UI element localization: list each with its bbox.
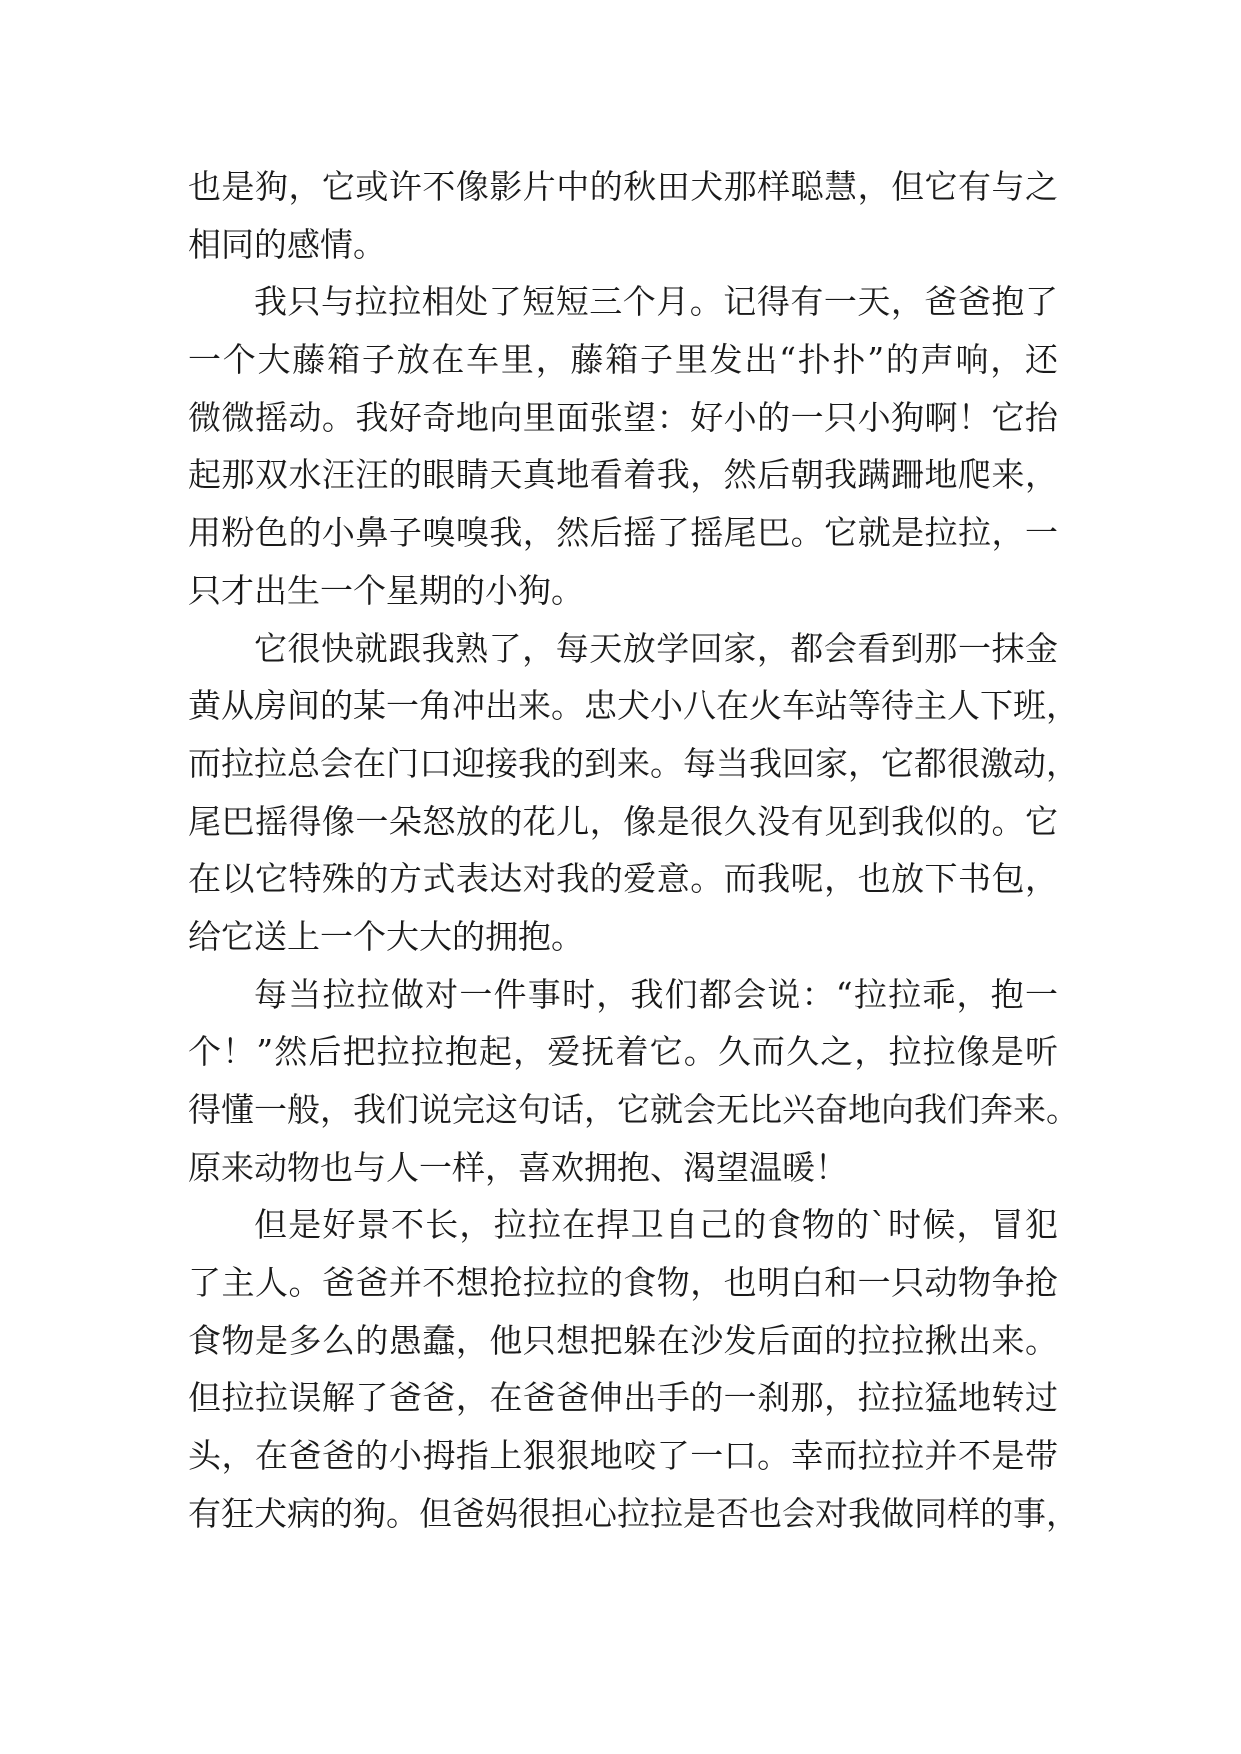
text-line: 相同的感情。 — [188, 224, 386, 264]
paragraph-first-line: 每当拉拉做对一件事时，我们都会说：“拉拉乖，抱一 — [254, 974, 1058, 1014]
text-line: 有狂犬病的狗。但爸妈很担心拉拉是否也会对我做同样的事， — [188, 1493, 1079, 1533]
text-line: 微微摇动。我好奇地向里面张望：好小的一只小狗啊！它抬 — [188, 397, 1058, 437]
paragraph-first-line: 但是好景不长，拉拉在捍卫自己的食物的`时候，冒犯 — [254, 1205, 1058, 1245]
document-body — [188, 158, 1079, 1543]
text-line: 给它送上一个大大的拥抱。 — [188, 916, 584, 956]
text-line: 了主人。爸爸并不想抢拉拉的食物，也明白和一只动物争抢 — [188, 1263, 1058, 1303]
text-line: 尾巴摇得像一朵怒放的花儿，像是很久没有见到我似的。它 — [188, 801, 1058, 841]
text-line: 而拉拉总会在门口迎接我的到来。每当我回家，它都很激动， — [188, 743, 1079, 783]
text-line: 食物是多么的愚蠢，他只想把躲在沙发后面的拉拉揪出来。 — [188, 1320, 1058, 1360]
paragraph-first-line: 我只与拉拉相处了短短三个月。记得有一天，爸爸抱了 — [254, 282, 1058, 322]
text-line: 黄从房间的某一角冲出来。忠犬小八在火车站等待主人下班， — [188, 686, 1079, 726]
text-line: 也是狗，它或许不像影片中的秋田犬那样聪慧，但它有与之 — [188, 167, 1058, 206]
text-line: 个！”然后把拉拉抱起，爱抚着它。久而久之，拉拉像是听 — [188, 1032, 1058, 1072]
text-line: 在以它特殊的方式表达对我的爱意。而我呢，也放下书包， — [188, 859, 1058, 899]
text-line: 用粉色的小鼻子嗅嗅我，然后摇了摇尾巴。它就是拉拉，一 — [188, 513, 1058, 553]
text-line: 但拉拉误解了爸爸，在爸爸伸出手的一刹那，拉拉猛地转过 — [188, 1378, 1058, 1418]
text-line: 得懂一般，我们说完这句话，它就会无比兴奋地向我们奔来。 — [188, 1090, 1079, 1129]
text-line: 一个大藤箱子放在车里，藤箱子里发出“扑扑”的声响，还 — [188, 340, 1058, 380]
paragraph-first-line: 它很快就跟我熟了，每天放学回家，都会看到那一抹金 — [254, 628, 1058, 668]
text-line: 头，在爸爸的小拇指上狠狠地咬了一口。幸而拉拉并不是带 — [188, 1436, 1058, 1476]
text-line: 起那双水汪汪的眼睛天真地看着我，然后朝我蹒跚地爬来， — [188, 455, 1058, 495]
text-line: 只才出生一个星期的小狗。 — [188, 570, 584, 610]
text-line: 原来动物也与人一样，喜欢拥抱、渴望温暖！ — [188, 1147, 848, 1187]
